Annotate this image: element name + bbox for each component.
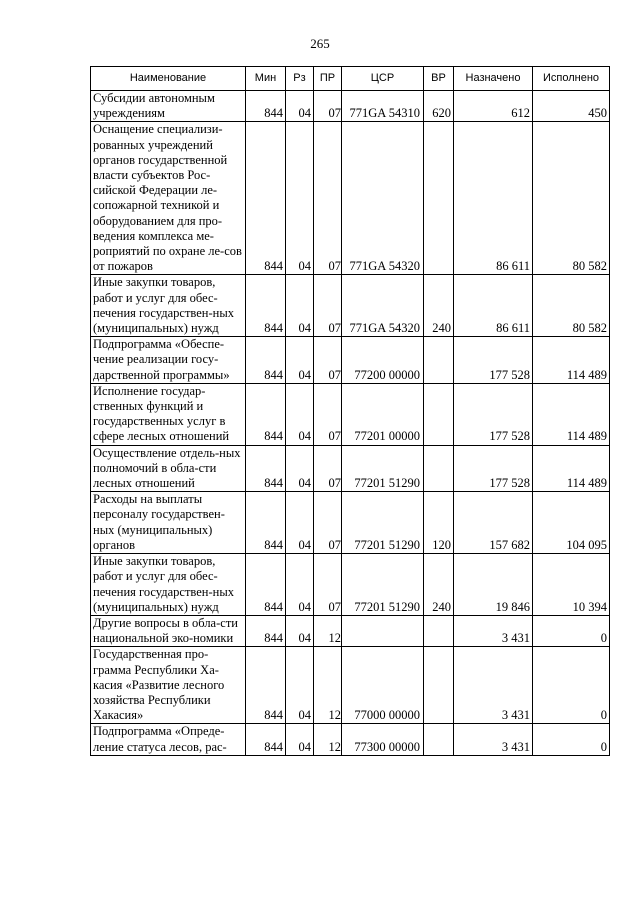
cell-name: Оснащение специализи-рованных учреждений органов государственной власти субъектов Рос-сийской Федерации ле-сопожарной техникой и оборудованием для про-ведения комплекса ме-роприятий по охране ле-сов от пожаров <box>91 122 246 275</box>
table-row <box>91 445 610 492</box>
cell-csr: 77201 51290 <box>342 492 424 554</box>
table-row <box>91 492 610 554</box>
cell-rz: 04 <box>286 91 314 122</box>
table-row <box>91 615 610 646</box>
cell-csr: 771GA 54320 <box>342 122 424 275</box>
cell-csr: 771GA 54320 <box>342 275 424 337</box>
cell-name: Исполнение государ-ственных функций и государственных услуг в сфере лесных отношений <box>91 383 246 445</box>
page-number: 265 <box>310 36 330 51</box>
cell-name: Осуществление отдель-ных полномочий в обла-сти лесных отношений <box>91 445 246 492</box>
cell-min: 844 <box>246 337 286 384</box>
cell-executed: 0 <box>533 724 610 755</box>
cell-rz: 04 <box>286 492 314 554</box>
cell-assigned: 86 611 <box>454 122 533 275</box>
cell-csr: 77300 00000 <box>342 724 424 755</box>
cell-rz: 04 <box>286 615 314 646</box>
header-name: Наименование <box>91 67 246 91</box>
cell-assigned: 19 846 <box>454 554 533 616</box>
cell-executed: 10 394 <box>533 554 610 616</box>
table-row <box>91 383 610 445</box>
cell-rz: 04 <box>286 337 314 384</box>
cell-executed: 114 489 <box>533 383 610 445</box>
cell-executed: 0 <box>533 647 610 724</box>
cell-csr: 77201 00000 <box>342 383 424 445</box>
cell-pr: 07 <box>314 492 342 554</box>
cell-pr: 12 <box>314 647 342 724</box>
cell-csr: 77000 00000 <box>342 647 424 724</box>
cell-executed: 104 095 <box>533 492 610 554</box>
cell-vr: 240 <box>424 554 454 616</box>
cell-min: 844 <box>246 554 286 616</box>
cell-min: 844 <box>246 275 286 337</box>
cell-vr <box>424 724 454 755</box>
header-rz: Рз <box>286 67 314 91</box>
table-row <box>91 91 610 122</box>
cell-assigned: 157 682 <box>454 492 533 554</box>
cell-min: 844 <box>246 492 286 554</box>
cell-min: 844 <box>246 615 286 646</box>
cell-vr: 240 <box>424 275 454 337</box>
cell-min: 844 <box>246 724 286 755</box>
cell-min: 844 <box>246 383 286 445</box>
cell-vr <box>424 647 454 724</box>
cell-rz: 04 <box>286 275 314 337</box>
cell-name: Иные закупки товаров, работ и услуг для обес-печения государствен-ных (муниципальных) нужд <box>91 275 246 337</box>
cell-pr: 07 <box>314 275 342 337</box>
table-row <box>91 122 610 275</box>
cell-vr <box>424 383 454 445</box>
table-row <box>91 337 610 384</box>
cell-csr: 77201 51290 <box>342 445 424 492</box>
table-row <box>91 647 610 724</box>
cell-assigned: 3 431 <box>454 647 533 724</box>
header-vr: ВР <box>424 67 454 91</box>
cell-vr <box>424 445 454 492</box>
cell-assigned: 177 528 <box>454 383 533 445</box>
cell-name: Подпрограмма «Обеспе-чение реализации госу-дарственной программы» <box>91 337 246 384</box>
budget-table <box>90 66 610 756</box>
cell-assigned: 3 431 <box>454 724 533 755</box>
cell-name: Другие вопросы в обла-сти национальной эко-номики <box>91 615 246 646</box>
table-row <box>91 554 610 616</box>
cell-vr: 620 <box>424 91 454 122</box>
cell-pr: 07 <box>314 383 342 445</box>
cell-csr: 77200 00000 <box>342 337 424 384</box>
cell-csr: 771GA 54310 <box>342 91 424 122</box>
cell-name: Государственная про-грамма Республики Ха-касия «Развитие лесного хозяйства Республики Хакасия» <box>91 647 246 724</box>
cell-csr <box>342 615 424 646</box>
table-row <box>91 275 610 337</box>
cell-min: 844 <box>246 91 286 122</box>
cell-assigned: 612 <box>454 91 533 122</box>
cell-name: Иные закупки товаров, работ и услуг для обес-печения государствен-ных (муниципальных) нужд <box>91 554 246 616</box>
cell-name: Субсидии автономным учреждениям <box>91 91 246 122</box>
cell-min: 844 <box>246 122 286 275</box>
cell-csr: 77201 51290 <box>342 554 424 616</box>
cell-executed: 114 489 <box>533 445 610 492</box>
cell-assigned: 86 611 <box>454 275 533 337</box>
cell-executed: 450 <box>533 91 610 122</box>
cell-vr <box>424 615 454 646</box>
cell-assigned: 177 528 <box>454 337 533 384</box>
header-pr: ПР <box>314 67 342 91</box>
cell-name: Подпрограмма «Опреде-ление статуса лесов, рас- <box>91 724 246 755</box>
cell-assigned: 177 528 <box>454 445 533 492</box>
header-executed: Исполнено <box>533 67 610 91</box>
cell-min: 844 <box>246 647 286 724</box>
cell-rz: 04 <box>286 554 314 616</box>
cell-rz: 04 <box>286 647 314 724</box>
cell-vr <box>424 122 454 275</box>
cell-vr <box>424 337 454 384</box>
cell-executed: 114 489 <box>533 337 610 384</box>
cell-name: Расходы на выплаты персоналу государствен-ных (муниципальных) органов <box>91 492 246 554</box>
cell-rz: 04 <box>286 122 314 275</box>
cell-pr: 07 <box>314 122 342 275</box>
cell-pr: 07 <box>314 445 342 492</box>
header-min: Мин <box>246 67 286 91</box>
cell-rz: 04 <box>286 445 314 492</box>
cell-pr: 12 <box>314 724 342 755</box>
cell-assigned: 3 431 <box>454 615 533 646</box>
header-row <box>91 67 610 91</box>
header-csr: ЦСР <box>342 67 424 91</box>
cell-pr: 07 <box>314 337 342 384</box>
cell-rz: 04 <box>286 383 314 445</box>
cell-pr: 07 <box>314 91 342 122</box>
cell-executed: 80 582 <box>533 275 610 337</box>
cell-executed: 0 <box>533 615 610 646</box>
table-row <box>91 724 610 755</box>
cell-rz: 04 <box>286 724 314 755</box>
header-assigned: Назначено <box>454 67 533 91</box>
cell-vr: 120 <box>424 492 454 554</box>
cell-min: 844 <box>246 445 286 492</box>
cell-pr: 07 <box>314 554 342 616</box>
cell-pr: 12 <box>314 615 342 646</box>
cell-executed: 80 582 <box>533 122 610 275</box>
